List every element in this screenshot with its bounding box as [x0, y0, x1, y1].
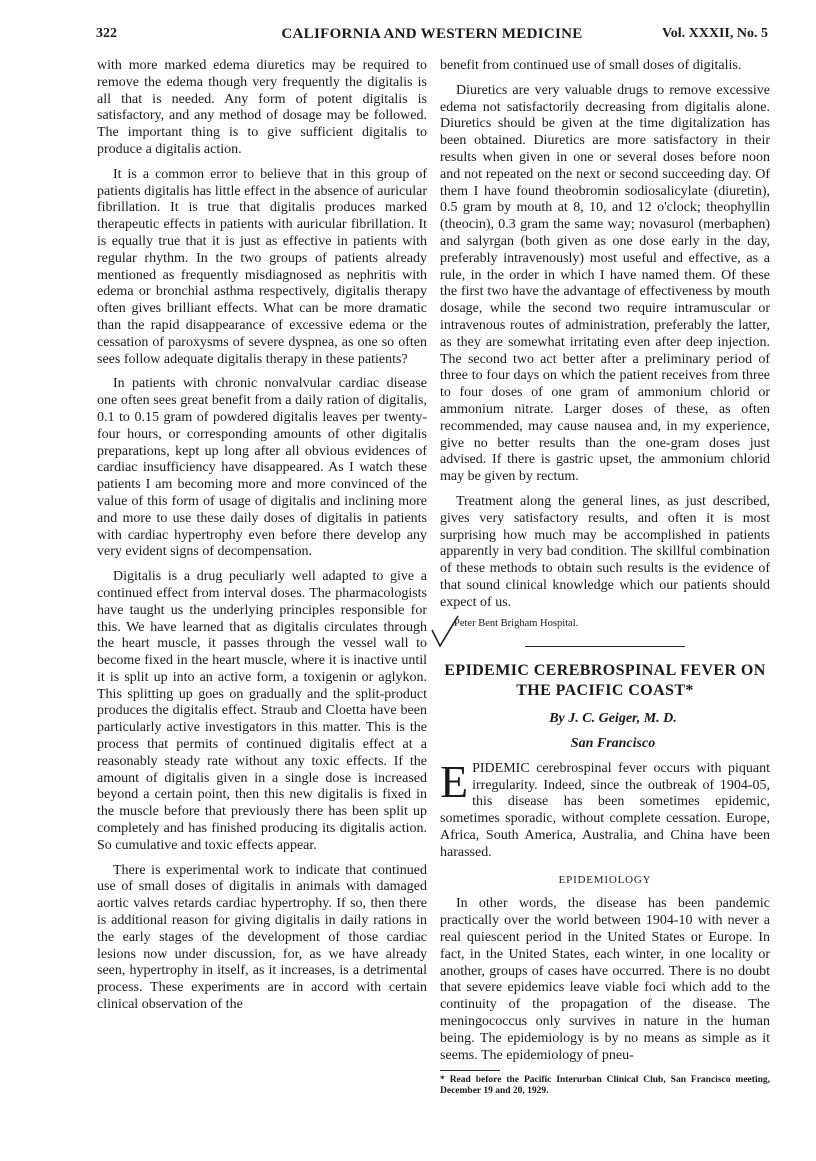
right-column	[440, 58, 770, 1097]
drop-cap: E	[440, 755, 469, 807]
author-affiliation	[454, 616, 770, 633]
section-divider	[525, 646, 685, 647]
paragraph: Diuretics are very valuable drugs to remove excessive edema not satisfactorily decreasing from digitalis alone. Diuretics should be given at the time digitalization has been obtained. Diuretics are more satisfactory in their results when given in one or several doses before noon and not repeated on the next or second succeeding day. Of them I have found theobromin sodiosalicylate (diuretin), 0.5 gram by mouth at 8, 10, and 12 o'clock; theophyllin (theocin), 0.3 gram the same way; novasurol (merbaphen) and salyrgan (both given as one dose early in the day, preferably intravenously) most useful and effective, as a rule, in the order in which I have named them. Of these the first two have the advantage of effectiveness by mouth dosage, while the second two require intramuscular or intravenous routes of administration, preferably the latter, as they are somewhat irritating even after deep injection. The second two act better after a preliminary period of three to four days on which the patient receives from three to four doses of one gram of ammonium chlorid or ammonium nitrate. Larger doses of these, as often recommended, may cause nausea and, in my experience, give no better results than the one-gram doses just advised. If there is gastric upset, the ammonium chlorid may be given by rectum.	[440, 82, 770, 485]
paragraph: In patients with chronic nonvalvular cardiac disease one often sees great benefit from a daily ration of digitalis, 0.1 to 0.15 gram of powdered digitalis leaves per twenty-four hours, or corresponding amounts of other digitalis preparations, kept up long after all obvious evidences of cardiac insufficiency have disappeared. As I watch these patients I am becoming more and more convinced of the value of this form of usage of digitalis and inclining more and more to use these daily doses of digitalis in patients with cardiac hypertrophy even before there develop any very evident signs of decompensation.	[97, 376, 427, 560]
checkmark-icon	[430, 614, 460, 648]
journal-title: CALIFORNIA AND WESTERN MEDICINE	[281, 26, 583, 42]
affiliation-text: Peter Bent Brigham Hospital.	[454, 617, 579, 629]
left-column	[97, 58, 427, 1022]
paragraph: Treatment along the general lines, as just described, gives very satisfactory results, and often it is most surprising how much may be accomplished in patients apparently in very bad condition. The skillful combination of these methods to obtain such results is the evidence of that sound clinical knowledge which our patients should expect of us.	[440, 493, 770, 610]
section-heading: EPIDEMIOLOGY	[558, 873, 652, 886]
page-number: 322	[96, 26, 117, 41]
author-location: San Francisco	[570, 736, 656, 752]
footnote-divider	[440, 1070, 500, 1071]
paragraph: with more marked edema diuretics may be required to remove the edema though very frequently the digitalis is all that is needed. Any form of potent digitalis is satisfactory, and any method of dosage may be followed. The important thing is to give sufficient digitalis to produce a digitalis action.	[97, 58, 427, 157]
intro-text: cerebrospinal fever occurs with piquant irregularity. Indeed, since the outbreak of 1904-05, this disease has been sometimes epidemic, sometimes sporadic, without complete cessation. Europe, Africa, South America, Australia, and China have been harassed.	[440, 760, 770, 860]
paragraph: Digitalis is a drug peculiarly well adapted to give a continued effect from interval doses. The pharmacologists have taught us the underlying principles responsible for this. We have learned that as digitalis circulates through the heart muscle, it passes through the vessel wall to become fixed in the heart muscle, where it is inactive until it is split up into an active form, a toxigenin or aglykon. This splitting up goes on gradually and the split-product produces the digitalis effect. Straub and Cloetta have been particularly active investigators in this matter. This is the process that permits of continued digitalis effect at a reasonably steady rate without any toxic effects. If the amount of digitalis given in a single dose is increased beyond a certain point, then this new digitalis is fixed in the muscle before that previously there has been split up completely and has finished producing its digitalis action. So cumulative and toxic effects appear.	[97, 569, 427, 853]
byline: By J. C. Geiger, M. D.	[549, 711, 677, 727]
paragraph: There is experimental work to indicate that continued use of small doses of digitalis in animals with damaged aortic valves retards cardiac hypertrophy. If so, then there is additional reason for giving digitalis in daily rations in the early stages of the development of those cardiac lesions now under discussion, for, as we have already seen, hypertrophy in itself, as it increases, is a detrimental process. These experiments are in accord with certain clinical observation of the	[97, 862, 427, 1013]
intro-smallcaps: PIDEMIC	[472, 760, 530, 776]
paragraph: benefit from continued use of small doses of digitalis.	[440, 58, 742, 73]
intro-paragraph	[440, 755, 770, 862]
article-title: EPIDEMIC CEREBROSPINAL FEVER ON THE PACIFIC COAST*	[444, 662, 766, 700]
volume-issue: Vol. XXXII, No. 5	[661, 26, 768, 41]
footnote: * Read before the Pacific Interurban Clinical Club, San Francisco meeting, December 19 and 20, 1929.	[440, 1075, 770, 1097]
running-header	[96, 26, 768, 46]
paragraph: It is a common error to believe that in this group of patients digitalis has little effect in the absence of auricular fibrillation. It is true that digitalis produces marked therapeutic effects in patients with auricular fibrillation. It is equally true that it is just as effective in patients with regular rhythm. In the two groups of patients already mentioned as frequently misdiagnosed as nephritis with edema or bronchial asthma respectively, digitalis therapy often gives brilliant effects. What can be more dramatic than the rapid disappearance of excessive edema or the cessation of paroxysms of severe dyspnea, as one so often sees follow adequate digitalis therapy in these patients?	[97, 166, 427, 367]
paragraph: In other words, the disease has been pandemic practically over the world between 1904-10 with never a real quiescent period in the United States or Europe. In fact, in the United States, each winter, in one locality or another, groups of cases have occurred. There is no doubt that severe epidemics leave viable foci which add to the continuity of the propagation of the disease. The meningococcus only survives in nature in the human being. The epidemiology is by no means as simple as it seems. The epidemiology of pneu-	[440, 896, 770, 1063]
